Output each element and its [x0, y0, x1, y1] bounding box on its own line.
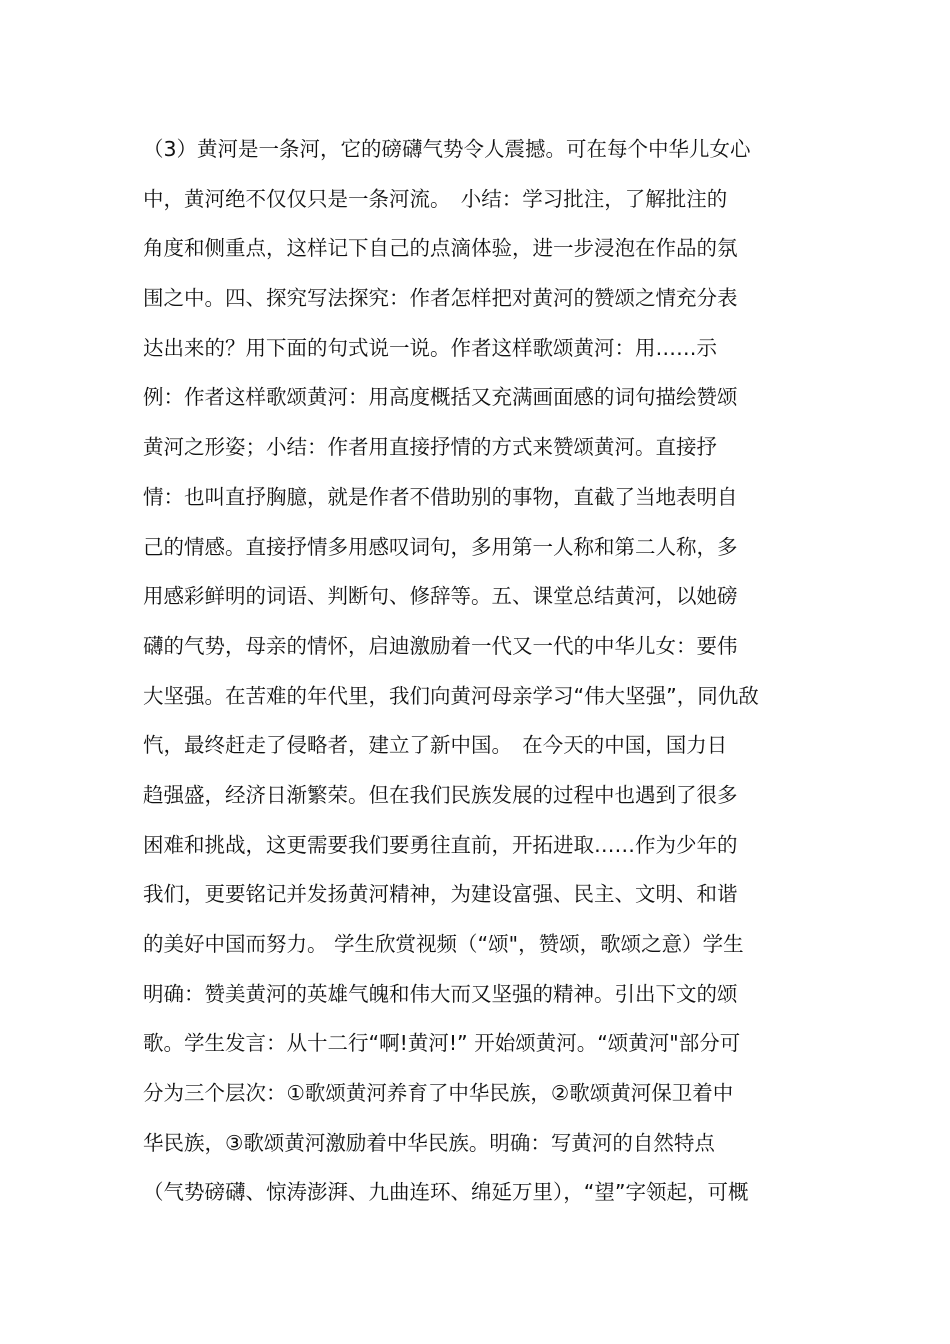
text-line: 中，黄河绝不仅仅只是一条河流。 小结：学习批注，了解批注的: [143, 186, 728, 211]
text-line: （3）黄河是一条河，它的磅礴气势令人震撼。可在每个中华儿女心: [143, 137, 751, 161]
text-line: 的美好中国而努力。 学生欣赏视频（“颂"，赞颂，歌颂之意）学生: [143, 932, 744, 956]
text-line: 用感彩鲜明的词语、判断句、修辞等。五、课堂总结黄河，以她磅: [143, 584, 738, 609]
text-line: 角度和侧重点，这样记下自己的点滴体验，进一步浸泡在作品的氛: [143, 236, 738, 261]
text-line: 达出来的？用下面的句式说一说。作者这样歌颂黄河：用……示: [143, 335, 717, 360]
text-line: 大坚强。在苦难的年代里，我们向黄河母亲学习“伟大坚强”，同仇敌: [143, 683, 759, 708]
text-line: 忾，最终赶走了侵略者，建立了新中国。 在今天的中国，国力日: [143, 733, 728, 758]
text-line: 情：也叫直抒胸臆，就是作者不借助别的事物，直截了当地表明自: [143, 484, 738, 509]
text-line: 明确：赞美黄河的英雄气魄和伟大而又坚强的精神。引出下文的颂: [143, 981, 738, 1006]
text-line: 困难和挑战，这更需要我们要勇往直前，开拓进取……作为少年的: [143, 832, 738, 857]
text-line: 围之中。四、探究写法探究：作者怎样把对黄河的赞颂之情充分表: [143, 286, 738, 311]
text-line: （气势磅礴、惊涛澎湃、九曲连环、绵延万里），“望”字领起，可概: [143, 1180, 749, 1205]
text-line: 己的情感。直接抒情多用感叹词句，多用第一人称和第二人称，多: [143, 534, 738, 559]
text-line: 礴的气势，母亲的情怀，启迪激励着一代又一代的中华儿女：要伟: [143, 633, 738, 658]
text-line: 分为三个层次：①歌颂黄河养育了中华民族，②歌颂黄河保卫着中: [143, 1081, 734, 1106]
text-line: 黄河之形姿；小结：作者用直接抒情的方式来赞颂黄河。直接抒: [143, 435, 717, 460]
text-line: 华民族，③歌颂黄河激励着中华民族。明确：写黄河的自然特点: [143, 1130, 715, 1155]
text-line: 例：作者这样歌颂黄河：用高度概括又充满画面感的词句描绘赞颂: [143, 385, 738, 410]
text-line: 趋强盛，经济日渐繁荣。但在我们民族发展的过程中也遇到了很多: [143, 782, 738, 807]
text-line: 我们，更要铭记并发扬黄河精神，为建设富强、民主、文明、和谐: [143, 882, 738, 907]
body-text: [143, 125, 813, 1218]
text-line: 歌。学生发言：从十二行“啊!黄河!” 开始颂黄河。“颂黄河"部分可: [143, 1031, 741, 1056]
